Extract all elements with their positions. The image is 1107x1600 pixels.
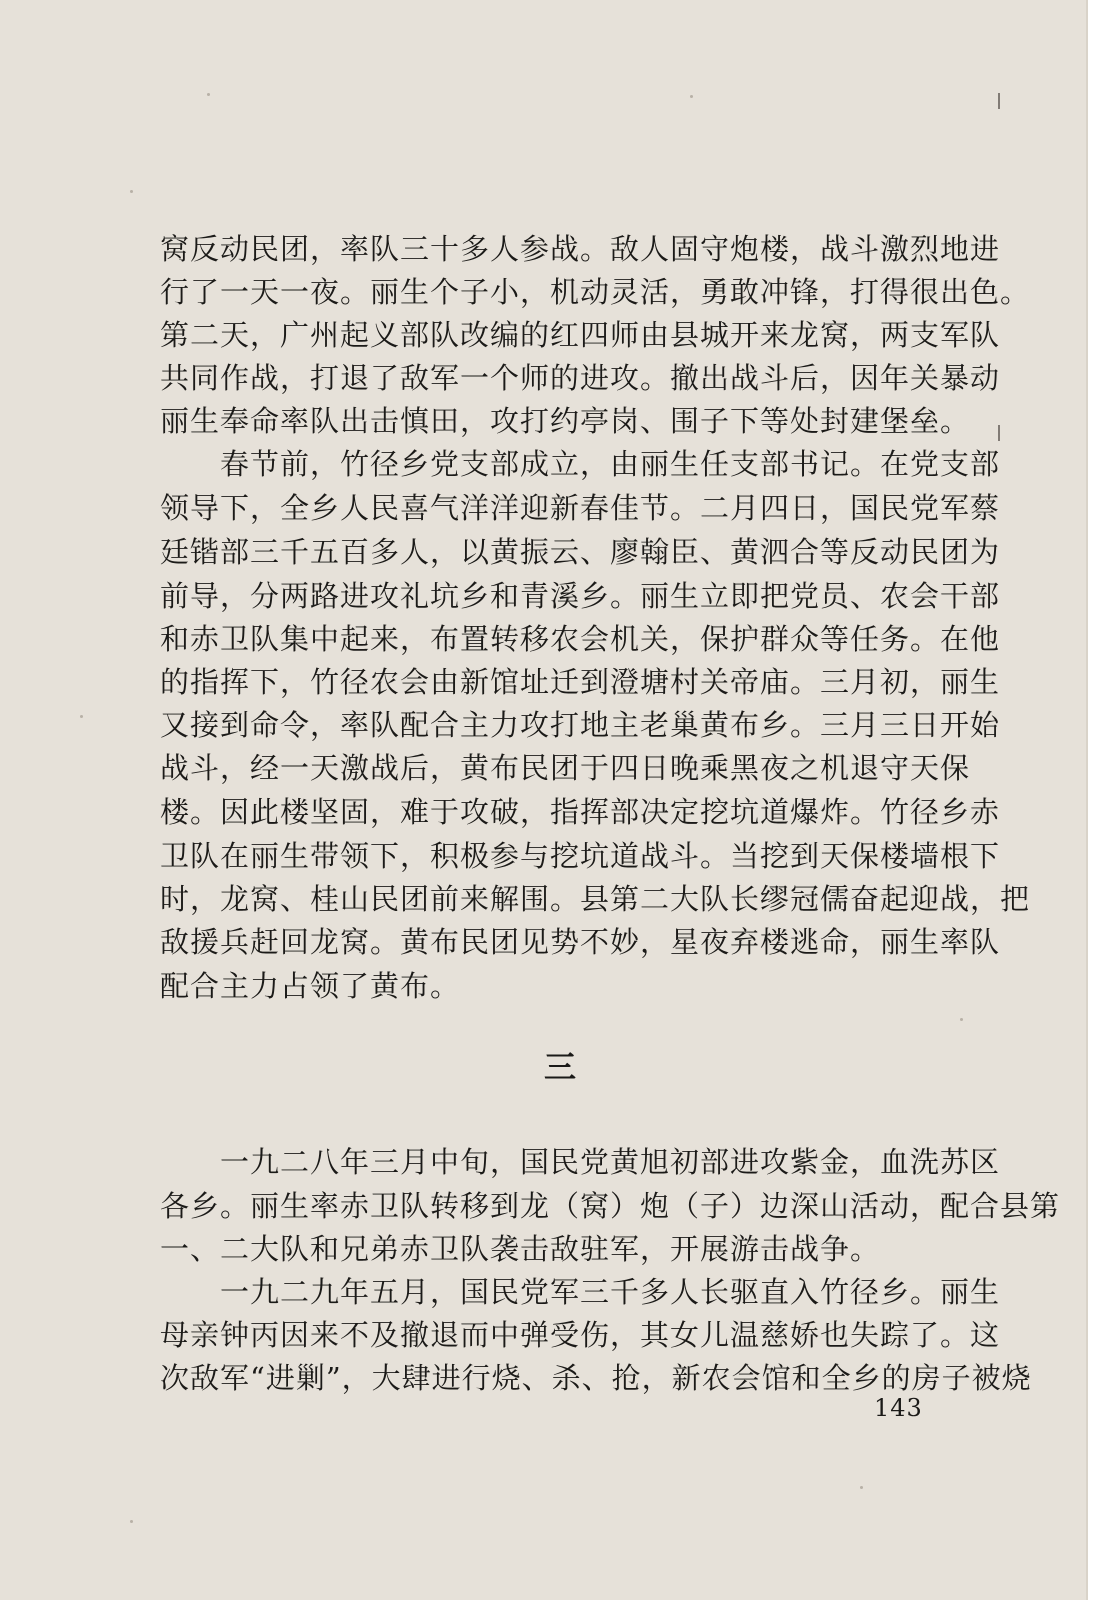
text-line: 配合主力占领了黄布。	[160, 969, 461, 1003]
text-line: 卫队在丽生带领下，积极参与挖坑道战斗。当挖到天保楼墙根下	[160, 839, 1001, 873]
text-line: 敌援兵赶回龙窝。黄布民团见势不妙，星夜弃楼逃命，丽生率队	[160, 925, 1001, 959]
text-line: 领导下，全乡人民喜气洋洋迎新春佳节。二月四日，国民党军蔡	[160, 491, 1001, 525]
section-heading: 三	[543, 1048, 576, 1086]
scan-speck	[130, 1520, 133, 1523]
text-line: 时，龙窝、桂山民团前来解围。县第二大队长缪冠儒奋起迎战，把	[160, 882, 1031, 916]
scan-mark	[998, 425, 1000, 441]
scan-speck	[960, 1018, 963, 1021]
text-line: 行了一天一夜。丽生个子小，机动灵活，勇敢冲锋，打得很出色。	[160, 275, 1031, 309]
text-line: 廷锴部三千五百多人，以黄振云、廖翰臣、黄泗合等反动民团为	[160, 535, 1001, 569]
text-line: 一九二八年三月中旬，国民党黄旭初部进攻紫金，血洗苏区	[160, 1145, 1001, 1179]
scan-mark	[998, 93, 1000, 109]
text-line: 丽生奉命率队出击慎田，攻打约亭岗、围子下等处封建堡垒。	[160, 404, 971, 438]
text-line: 母亲钟丙因来不及撤退而中弹受伤，其女儿温慈娇也失踪了。这	[160, 1318, 1001, 1352]
text-line: 战斗，经一天激战后，黄布民团于四日晚乘黑夜之机退守天保	[160, 751, 971, 785]
scan-speck	[80, 715, 83, 718]
text-line: 和赤卫队集中起来，布置转移农会机关，保护群众等任务。在他	[160, 622, 1001, 656]
text-line: 一九二九年五月，国民党军三千多人长驱直入竹径乡。丽生	[160, 1275, 1001, 1309]
scan-speck	[690, 95, 693, 98]
scan-speck	[207, 93, 210, 96]
text-line: 各乡。丽生率赤卫队转移到龙（窝）炮（子）边深山活动，配合县第	[160, 1189, 1061, 1223]
text-line: 共同作战，打退了敌军一个师的进攻。撤出战斗后，因年关暴动	[160, 361, 1001, 395]
text-line: 第二天，广州起义部队改编的红四师由县城开来龙窝，两支军队	[160, 318, 1001, 352]
text-line: 窝反动民团，率队三十多人参战。敌人固守炮楼，战斗激烈地进	[160, 232, 1001, 266]
text-line: 的指挥下，竹径农会由新馆址迁到澄塘村关帝庙。三月初，丽生	[160, 665, 1001, 699]
text-line: 春节前，竹径乡党支部成立，由丽生任支部书记。在党支部	[160, 447, 1001, 481]
text-line: 前导，分两路进攻礼坑乡和青溪乡。丽生立即把党员、农会干部	[160, 579, 1001, 613]
page-number: 143	[874, 1394, 923, 1422]
text-line: 又接到命令，率队配合主力攻打地主老巢黄布乡。三月三日开始	[160, 708, 1001, 742]
text-line: 楼。因此楼坚固，难于攻破，指挥部决定挖坑道爆炸。竹径乡赤	[160, 795, 1001, 829]
text-line: 一、二大队和兄弟赤卫队袭击敌驻军，开展游击战争。	[160, 1232, 881, 1266]
scan-speck	[860, 1486, 863, 1489]
text-line: 次敌军“进剿”，大肆进行烧、杀、抢，新农会馆和全乡的房子被烧	[160, 1361, 1032, 1395]
scan-speck	[130, 190, 133, 193]
